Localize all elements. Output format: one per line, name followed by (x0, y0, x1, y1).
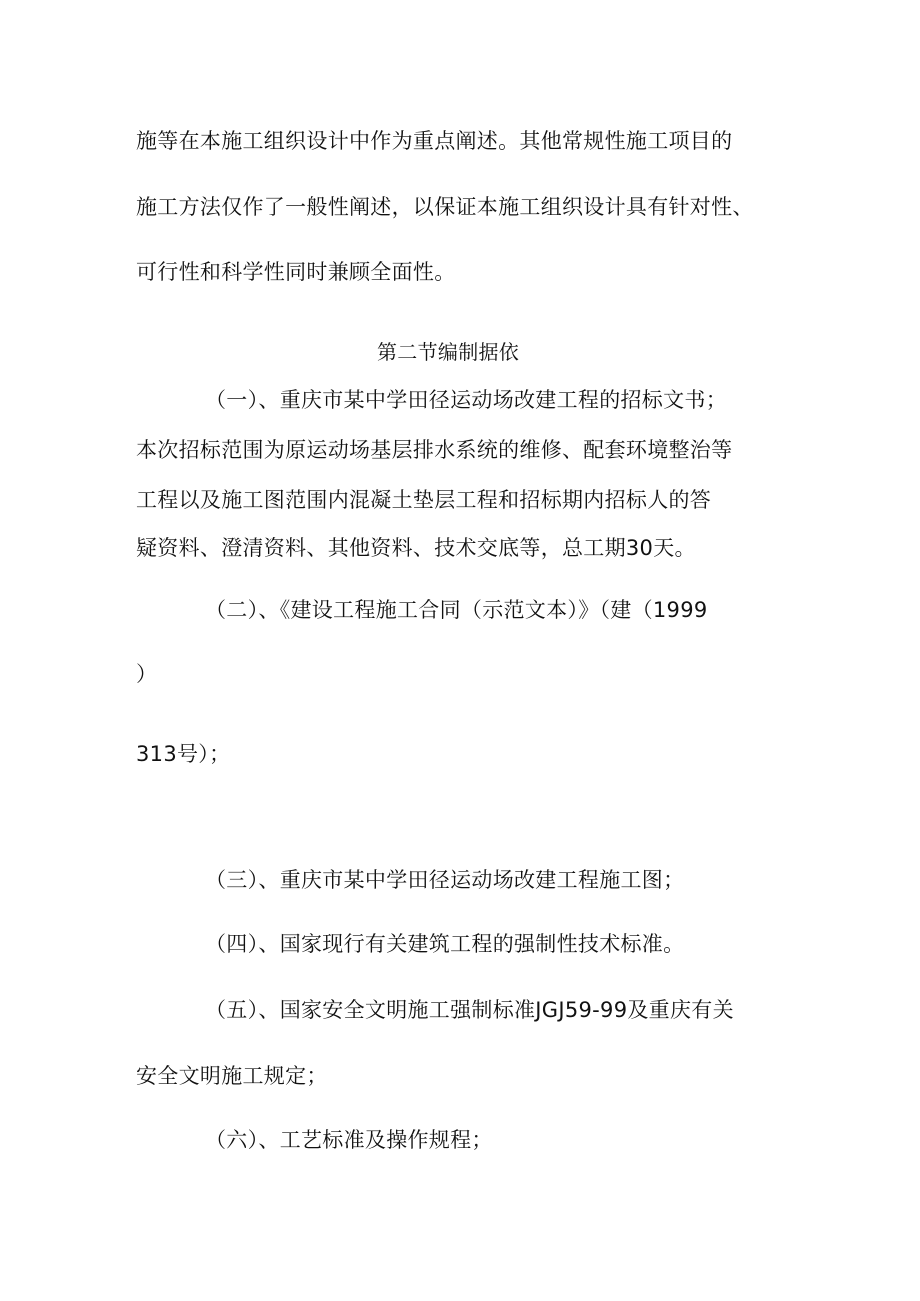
item-5-line-2: 安全文明施工规定； (136, 1064, 328, 1088)
item-1-body-line-1: 本次招标范围为原运动场基层排水系统的维修、配套环境整治等 (136, 438, 733, 462)
item-2-line-3: 313号）； (136, 742, 231, 766)
item-2-line-2: ） (136, 662, 158, 686)
item-6: （六）、工艺标准及操作规程； (205, 1128, 493, 1152)
item-4: （四）、国家现行有关建筑工程的强制性技术标准。 (205, 932, 685, 956)
item-2-line-1: （二）、《建设工程施工合同（示范文本）》（建（1999 (205, 598, 708, 622)
intro-line-2: 施工方法仅作了一般性阐述，以保证本施工组织设计具有针对性、 (136, 195, 754, 219)
intro-line-1: 施等在本施工组织设计中作为重点阐述。其他常规性施工项目的 (136, 129, 733, 153)
item-3: （三）、重庆市某中学田径运动场改建工程施工图； (205, 868, 685, 892)
item-1-heading: （一）、重庆市某中学田径运动场改建工程的招标文书； (205, 388, 727, 412)
item-1-body-line-2: 工程以及施工图范围内混凝土垫层工程和招标期内招标人的答 (136, 488, 712, 512)
section-title: 第二节编制据依 (377, 340, 520, 364)
intro-line-3: 可行性和科学性同时兼顾全面性。 (136, 260, 456, 284)
item-5-line-1: （五）、国家安全文明施工强制标准JGJ59-99及重庆有关 (205, 998, 734, 1022)
item-1-body-line-3: 疑资料、澄清资料、其他资料、技术交底等，总工期30天。 (136, 536, 696, 560)
